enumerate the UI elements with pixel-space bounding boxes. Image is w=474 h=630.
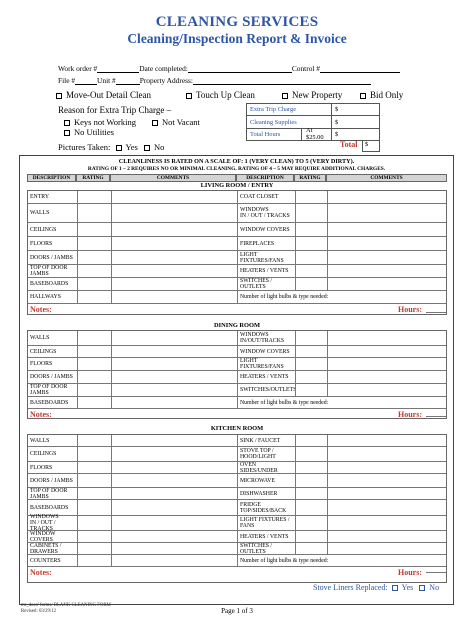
rating-cell[interactable] [77, 543, 111, 554]
control-label: Control # [291, 64, 320, 73]
rating-cell[interactable] [77, 555, 111, 566]
item-description: CEILINGS [30, 348, 57, 355]
item-description: LIGHT FIXTURES/FANS [237, 251, 295, 264]
rating-cell[interactable] [295, 204, 327, 222]
item-description: WINDOW COVERS [237, 223, 295, 236]
comments-cell[interactable] [111, 251, 237, 264]
table-row [28, 345, 446, 357]
table-row [28, 383, 446, 396]
notes-row[interactable] [28, 566, 446, 576]
stove-no-label: No [429, 583, 440, 592]
rating-cell[interactable] [295, 500, 327, 515]
rating-cell[interactable] [77, 251, 111, 264]
item-description: FIREPLACES [237, 237, 295, 250]
item-description: HEATERS / VENTS [237, 531, 295, 542]
unit-label: Unit # [97, 76, 116, 85]
hours-label: Hours: [398, 568, 422, 577]
rating-cell[interactable] [295, 191, 327, 203]
total-hours-label [247, 128, 332, 140]
table-row [28, 290, 446, 303]
comments-cell[interactable] [111, 191, 237, 203]
work-order-field[interactable] [97, 65, 139, 73]
rating-cell[interactable] [295, 358, 327, 370]
comments-cell[interactable] [327, 531, 448, 542]
hours-amount[interactable]: $ [332, 128, 380, 140]
comments-cell[interactable] [327, 278, 448, 290]
item-description: DOORS / JAMBS [30, 374, 73, 380]
stove-yes-checkbox[interactable] [392, 585, 398, 591]
rating-instructions: RATING OF 1 – 2 REQUIRES NO OR MINIMAL CLEANING. RATING OF 4 – 5 MAY REQUIRE ADDITIONAL CHARGES. [87, 166, 386, 172]
item-description: FLOORS [30, 361, 53, 367]
supplies-row [247, 116, 380, 128]
item-description: WALLS [30, 335, 50, 341]
rating-cell[interactable] [77, 371, 111, 383]
comments-cell[interactable] [111, 488, 237, 499]
unit-field[interactable] [116, 77, 140, 85]
file-line [58, 76, 371, 85]
extra-trip-amount[interactable]: $ [332, 104, 380, 116]
rating-cell[interactable] [295, 278, 327, 290]
table-row [28, 203, 446, 222]
comments-cell[interactable] [327, 204, 448, 222]
footer-path: mr_docs/ forms/ BLANK CLEANING FORM [21, 603, 111, 608]
comments-cell[interactable] [111, 278, 237, 290]
item-description: SWITCHES / OUTLETS [237, 543, 295, 554]
total-hours-text: Total Hours [250, 130, 281, 138]
notes-label: Notes: [30, 568, 52, 577]
comments-cell[interactable] [111, 555, 237, 566]
item-description: DISHWASHER [237, 488, 295, 499]
hours-field[interactable] [426, 416, 446, 417]
comments-cell[interactable] [111, 331, 237, 345]
table-row [28, 370, 446, 383]
comments-cell[interactable] [327, 223, 448, 236]
comments-cell[interactable] [111, 291, 237, 303]
comments-cell[interactable] [327, 384, 448, 396]
rating-cell[interactable] [77, 462, 111, 473]
rating-cell[interactable] [77, 237, 111, 250]
control-field[interactable] [320, 65, 400, 73]
date-completed-field[interactable] [188, 65, 292, 73]
rating-cell[interactable] [77, 265, 111, 277]
comments-cell[interactable] [111, 516, 237, 530]
notes-label: Notes: [30, 410, 52, 419]
rate-text: At $25.00 [301, 129, 331, 140]
item-description: ENTRY [30, 194, 50, 200]
item-description: STOVE TOP / HOOD/LIGHT [237, 447, 295, 461]
item-description: FLOORS [30, 240, 53, 247]
item-description: FLOORS [30, 464, 53, 471]
no-utilities-label: No Utilities [74, 127, 114, 137]
rating-cell[interactable] [77, 488, 111, 499]
item-description: WINDOW COVERS [237, 346, 295, 357]
rating-cell[interactable] [295, 474, 327, 487]
table-row [28, 473, 446, 487]
comments-cell[interactable] [327, 237, 448, 250]
rating-cell[interactable] [77, 204, 111, 222]
item-description: LIGHT FIXTURES / FANS [237, 516, 295, 530]
stove-yes-label: Yes [401, 583, 414, 592]
item-description: DOORS / JAMBS [30, 477, 73, 484]
bid-only-checkbox[interactable] [360, 93, 366, 99]
item-description: COAT CLOSET [237, 191, 295, 203]
comments-cell[interactable] [327, 435, 448, 446]
comments-cell[interactable] [111, 204, 237, 222]
col-description-left: DESCRIPTION [27, 174, 76, 182]
hours-field[interactable] [426, 572, 446, 573]
comments-cell[interactable] [111, 462, 237, 473]
comments-cell[interactable] [327, 516, 448, 530]
item-description: WINDOWS IN/OUT/TRACKS [237, 331, 295, 345]
hours-label: Hours: [398, 305, 422, 314]
table-row [28, 554, 446, 566]
table-row [28, 191, 446, 203]
item-description: BASEBOARDS [30, 504, 69, 511]
rating-cell[interactable] [295, 251, 327, 264]
work-order-label: Work order # [58, 64, 98, 73]
table-row [28, 446, 446, 461]
rating-cell[interactable] [77, 447, 111, 461]
rating-cell[interactable] [295, 346, 327, 357]
rating-cell[interactable] [77, 397, 111, 408]
charges-table [246, 103, 380, 141]
property-address-label: Property Address: [139, 76, 193, 85]
dining-room-section [27, 330, 447, 419]
pictures-label: Pictures Taken: [58, 142, 111, 152]
comments-cell[interactable] [327, 488, 448, 499]
table-row [28, 250, 446, 264]
col-description-right: DESCRIPTION [236, 174, 294, 182]
reason-label: Reason for Extra Trip Charge – [58, 105, 172, 115]
rating-cell[interactable] [77, 384, 111, 396]
work-order-line [58, 64, 400, 73]
hours-label: Hours: [398, 410, 422, 419]
stove-liners-line [313, 583, 439, 592]
item-description: WINDOW COVERS [30, 530, 56, 543]
rating-cell[interactable] [77, 516, 111, 530]
comments-cell[interactable] [111, 447, 237, 461]
comments-cell[interactable] [327, 500, 448, 515]
item-description: TOP OF DOOR JAMBS [30, 487, 68, 500]
rating-cell[interactable] [295, 543, 327, 554]
table-row [28, 277, 446, 290]
comments-cell[interactable] [111, 500, 237, 515]
rating-cell[interactable] [295, 531, 327, 542]
hours-row [247, 128, 380, 140]
footer-revised: Revised: 03/29/12 [21, 609, 57, 614]
rating-cell[interactable] [77, 278, 111, 290]
extra-trip-label: Extra Trip Charge [247, 104, 332, 116]
option-bid-only[interactable] [360, 90, 403, 100]
comments-cell[interactable] [111, 543, 237, 554]
item-description: WINDOWS IN / OUT / TRACKS [30, 514, 59, 532]
stove-liners-label: Stove Liners Replaced: [313, 583, 388, 592]
notes-row[interactable] [28, 408, 446, 420]
table-row [28, 236, 446, 250]
notes-label: Notes: [30, 305, 52, 314]
rating-cell[interactable] [77, 531, 111, 542]
reason-no-utilities[interactable] [64, 127, 114, 137]
item-description: CEILINGS [30, 451, 57, 457]
comments-cell[interactable] [327, 543, 448, 554]
item-description: WALLS [30, 210, 50, 216]
property-address-field[interactable] [193, 77, 371, 85]
item-description: DOORS / JAMBS [30, 254, 73, 261]
table-row [28, 222, 446, 236]
comments-cell[interactable] [111, 237, 237, 250]
light-bulbs-note[interactable]: Number of light bulbs & type needed: [237, 397, 448, 408]
no-utilities-checkbox[interactable] [64, 130, 70, 136]
new-property-checkbox[interactable] [282, 93, 288, 99]
total-label: Total [340, 140, 358, 149]
item-description: CEILINGS [30, 226, 57, 233]
pictures-line [58, 142, 164, 152]
item-description: COUNTERS [30, 557, 61, 564]
rating-cell[interactable] [295, 488, 327, 499]
rating-cell[interactable] [77, 191, 111, 203]
comments-cell[interactable] [327, 447, 448, 461]
table-row [28, 461, 446, 473]
table-row [28, 487, 446, 499]
col-comments-left: COMMENTS [110, 174, 236, 182]
pictures-yes-checkbox[interactable] [116, 145, 122, 151]
table-row [28, 530, 446, 542]
col-comments-right: COMMENTS [326, 174, 447, 182]
item-description: MICROWAVE [237, 474, 295, 487]
supplies-label: Cleaning Supplies [247, 116, 332, 128]
comments-cell[interactable] [111, 435, 237, 446]
rating-cell[interactable] [77, 346, 111, 357]
comments-cell[interactable] [327, 331, 448, 345]
comments-cell[interactable] [327, 191, 448, 203]
file-label: File # [58, 76, 76, 85]
rating-cell[interactable] [295, 237, 327, 250]
pictures-no-checkbox[interactable] [144, 145, 150, 151]
comments-cell[interactable] [327, 474, 448, 487]
comments-cell[interactable] [111, 223, 237, 236]
comments-cell[interactable] [327, 462, 448, 473]
comments-cell[interactable] [327, 371, 448, 383]
comments-cell[interactable] [327, 358, 448, 370]
page-number: Page 1 of 3 [221, 607, 253, 615]
table-row [28, 331, 446, 345]
stove-no-checkbox[interactable] [419, 585, 425, 591]
kitchen-section [27, 434, 447, 583]
form-subtitle: Cleaning/Inspection Report & Invoice [127, 31, 347, 46]
item-description: SWITCHES/OUTLETS [237, 384, 295, 396]
item-description: LIGHT FIXTURES/FANS [237, 358, 295, 370]
item-description: SINK / FAUCET [237, 435, 295, 446]
table-row [28, 542, 446, 554]
comments-cell[interactable] [327, 251, 448, 264]
rating-cell[interactable] [295, 331, 327, 345]
comments-cell[interactable] [111, 265, 237, 277]
rating-cell[interactable] [295, 223, 327, 236]
item-description: FRIDGE TOP/SIDES/BACK [237, 500, 295, 515]
item-description: SWITCHES / OUTLETS [237, 278, 295, 290]
form-title: CLEANING SERVICES [155, 14, 319, 30]
comments-cell[interactable] [327, 265, 448, 277]
move-out-checkbox[interactable] [56, 93, 62, 99]
rating-cell[interactable] [77, 331, 111, 345]
item-description: HEATERS / VENTS [237, 265, 295, 277]
table-row [28, 515, 446, 530]
comments-cell[interactable] [111, 474, 237, 487]
comments-cell[interactable] [111, 531, 237, 542]
extra-trip-row [247, 104, 380, 116]
rating-cell[interactable] [77, 500, 111, 515]
new-property-label: New Property [292, 90, 343, 100]
rating-cell[interactable] [295, 265, 327, 277]
file-field[interactable] [75, 77, 97, 85]
pictures-no-label: No [154, 142, 165, 152]
hours-field[interactable] [426, 312, 446, 313]
move-out-label: Move-Out Detail Clean [66, 90, 151, 100]
item-description: WALLS [30, 437, 50, 444]
item-description: BASEBOARDS [30, 281, 69, 287]
keys-label: Keys not Working [74, 117, 136, 127]
rating-cell[interactable] [77, 435, 111, 446]
rating-cell[interactable] [295, 371, 327, 383]
item-description: HEATERS / VENTS [237, 371, 295, 383]
supplies-amount[interactable]: $ [332, 116, 380, 128]
rating-cell[interactable] [295, 435, 327, 446]
touch-up-label: Touch Up Clean [196, 90, 255, 100]
rating-cell[interactable] [77, 291, 111, 303]
light-bulbs-note[interactable]: Number of light bulbs & type needed: [237, 291, 448, 303]
col-rating-left: RATING [76, 174, 110, 182]
reason-not-vacant[interactable] [152, 117, 200, 127]
comments-cell[interactable] [111, 397, 237, 408]
living-room-title: LIVING ROOM / ENTRY [200, 182, 274, 189]
table-row [28, 499, 446, 515]
not-vacant-checkbox[interactable] [152, 120, 158, 126]
touch-up-checkbox[interactable] [186, 93, 192, 99]
item-description: CABINETS / DRAWERS [30, 542, 62, 555]
table-row [28, 264, 446, 277]
reason-keys[interactable] [64, 117, 136, 127]
total-amount[interactable]: $ [362, 140, 380, 152]
scale-instructions: CLEANLINESS IS RATED ON A SCALE OF: 1 (VERY CLEAN) TO 5 (VERY DIRTY). [118, 158, 355, 165]
rating-cell[interactable] [77, 358, 111, 370]
item-description: OVEN SIDES/UNDER [237, 462, 295, 473]
option-move-out[interactable] [56, 90, 151, 100]
light-bulbs-note[interactable]: Number of light bulbs & type needed: [237, 555, 448, 566]
comments-cell[interactable] [111, 346, 237, 357]
not-vacant-label: Not Vacant [162, 117, 200, 127]
table-row [28, 357, 446, 370]
living-room-section [27, 190, 447, 315]
comments-cell[interactable] [111, 358, 237, 370]
rating-cell[interactable] [295, 516, 327, 530]
item-description: WINDOWS IN / OUT / TRACKS [237, 204, 295, 222]
keys-checkbox[interactable] [64, 120, 70, 126]
table-row [28, 435, 446, 446]
comments-cell[interactable] [327, 346, 448, 357]
option-new-property[interactable] [282, 90, 342, 100]
date-completed-label: Date completed: [139, 64, 188, 73]
rating-cell[interactable] [77, 223, 111, 236]
rating-cell[interactable] [295, 462, 327, 473]
item-description: BASEBOARDS [30, 399, 69, 406]
kitchen-title: KITCHEN ROOM [210, 425, 264, 432]
item-description: TOP OF DOOR JAMBS [30, 265, 68, 277]
table-row [28, 396, 446, 408]
item-description: TOP OF DOOR JAMBS [30, 384, 68, 396]
item-description: HALLWAYS [30, 294, 61, 300]
notes-row[interactable] [28, 303, 446, 316]
col-rating-right: RATING [294, 174, 326, 182]
bid-only-label: Bid Only [370, 90, 404, 100]
dining-room-title: DINING ROOM [214, 322, 260, 329]
rating-cell[interactable] [295, 384, 327, 396]
comments-cell[interactable] [111, 371, 237, 383]
pictures-yes-label: Yes [125, 142, 138, 152]
comments-cell[interactable] [111, 384, 237, 396]
rating-cell[interactable] [77, 474, 111, 487]
rating-cell[interactable] [295, 447, 327, 461]
option-touch-up[interactable] [186, 90, 255, 100]
